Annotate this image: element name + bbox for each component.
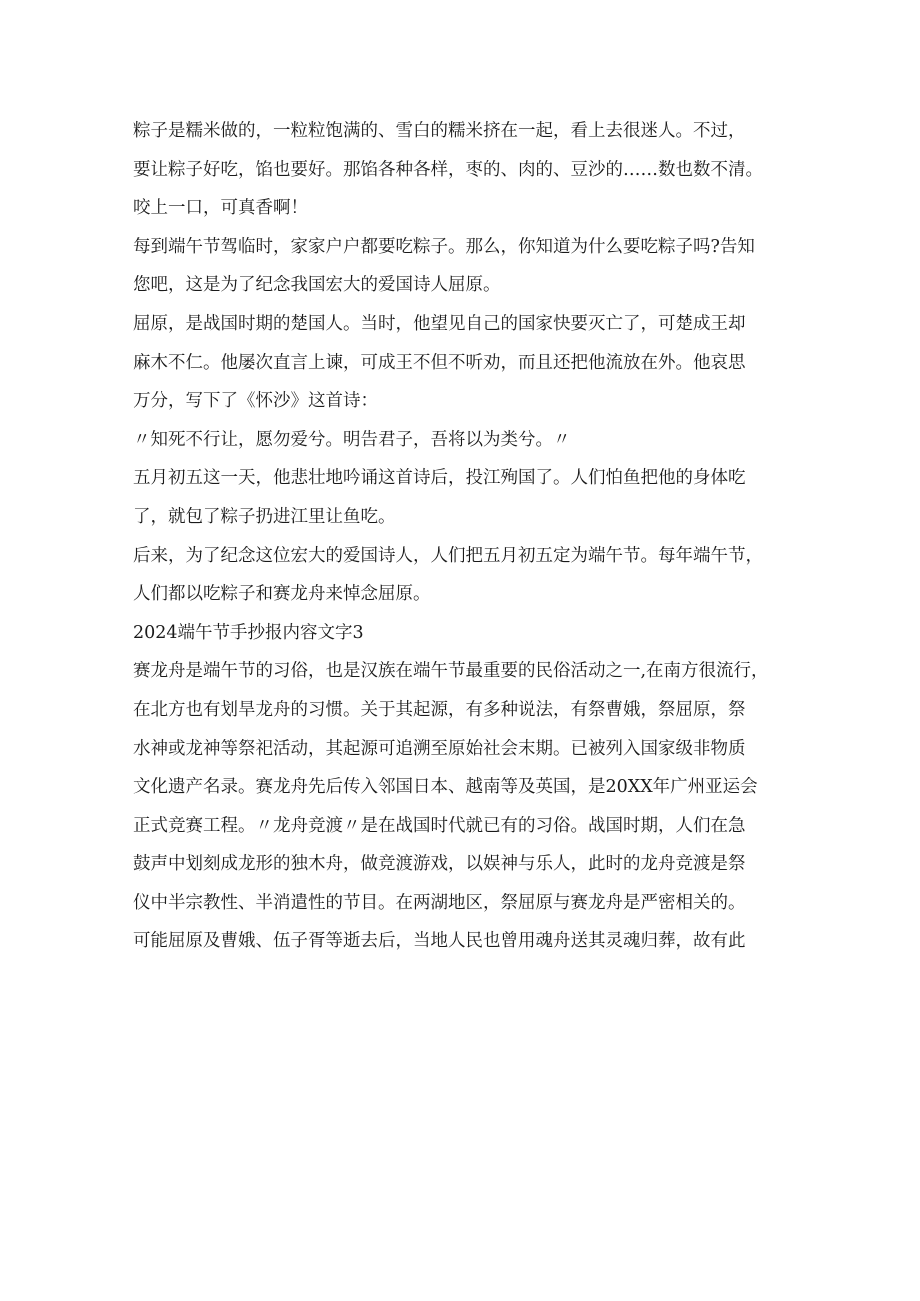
text-line: 人们都以吃粽子和赛龙舟来悼念屈原。	[133, 584, 431, 605]
paragraph-festival-origin	[133, 537, 798, 614]
text-line: 您吧，这是为了纪念我国宏大的爱国诗人屈原。	[133, 275, 501, 296]
document-body	[133, 112, 798, 961]
text-line: 可能屈原及曹娥、伍子胥等逝去后，当地人民也曾用魂舟送其灵魂归葬，故有此	[133, 931, 746, 952]
paragraph-fifth-day	[133, 459, 798, 536]
text-line: 咬上一口，可真香啊！	[133, 198, 308, 219]
text-line: 水神或龙神等祭祀活动，其起源可追溯至原始社会末期。已被列入国家级非物质	[133, 738, 746, 759]
text-line: 正式竞赛工程。〃龙舟竞渡〃是在战国时代就已有的习俗。战国时期，人们在急	[133, 815, 746, 836]
text-line: 在北方也有划旱龙舟的习惯。关于其起源，有多种说法，有祭曹娥，祭屈原，祭	[133, 699, 746, 720]
paragraph-why-eat-zongzi	[133, 228, 798, 305]
text-line: 五月初五这一天，他悲壮地吟诵这首诗后，投江殉国了。人们怕鱼把他的身体吃	[133, 468, 746, 489]
text-line: 赛龙舟是端午节的习俗，也是汉族在端午节最重要的民俗活动之一,在南方很流行，	[133, 661, 769, 682]
text-line: 了，就包了粽子扔进江里让鱼吃。	[133, 506, 396, 527]
paragraph-poem-quote	[133, 421, 798, 460]
text-line: 文化遗产名录。赛龙舟先后传入邻国日本、越南等及英国，是20XX年广州亚运会	[133, 777, 758, 798]
text-line: 〃知死不行让，愿勿爱兮。明告君子，吾将以为类兮。〃	[133, 429, 571, 450]
paragraph-dragon-boat	[133, 652, 798, 961]
text-line: 仪中半宗教性、半消遣性的节目。在两湖地区，祭屈原与赛龙舟是严密相关的。	[133, 892, 746, 913]
text-line: 屈原，是战国时期的楚国人。当时，他望见自己的国家快要灭亡了，可楚成王却	[133, 313, 746, 334]
text-line: 每到端午节驾临时，家家户户都要吃粽子。那么，你知道为什么要吃粽子吗?告知	[133, 236, 755, 257]
text-line: 粽子是糯米做的，一粒粒饱满的、雪白的糯米挤在一起，看上去很迷人。不过，	[133, 121, 746, 141]
text-line: 鼓声中划刻成龙形的独木舟，做竞渡游戏，以娱神与乐人，此时的龙舟竞渡是祭	[133, 854, 746, 875]
text-line: 后来，为了纪念这位宏大的爱国诗人，人们把五月初五定为端午节。每年端午节，	[133, 545, 763, 566]
text-line: 万分，写下了《怀沙》这首诗：	[133, 391, 378, 412]
text-line: 要让粽子好吃，馅也要好。那馅各种各样，枣的、肉的、豆沙的……数也数不清。	[133, 159, 763, 180]
text-line: 麻木不仁。他屡次直言上谏，可成王不但不听劝，而且还把他流放在外。他哀思	[133, 352, 746, 373]
paragraph-zongzi-description	[133, 112, 798, 228]
section-heading	[133, 614, 798, 653]
paragraph-qu-yuan	[133, 305, 798, 421]
section-heading-text: 2024端午节手抄报内容文字3	[133, 622, 364, 643]
